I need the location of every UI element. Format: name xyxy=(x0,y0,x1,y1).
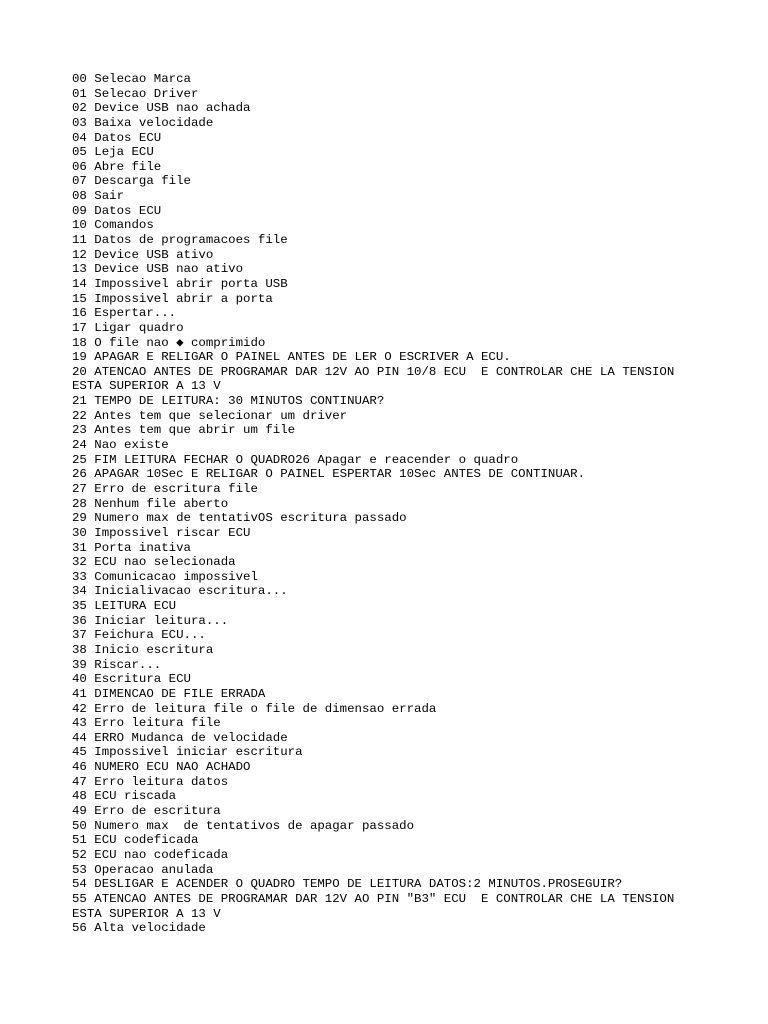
text-line: 39 Riscar... xyxy=(72,657,162,672)
text-line: 27 Erro de escritura file xyxy=(72,481,258,496)
text-line: 15 Impossivel abrir a porta xyxy=(72,291,273,306)
text-line: 33 Comunicacao impossivel xyxy=(72,569,258,584)
text-line: 04 Datos ECU xyxy=(72,130,162,145)
text-line: 50 Numero max de tentativos de apagar passado xyxy=(72,818,415,833)
text-line: 51 ECU codeficada xyxy=(72,833,199,848)
text-line: 28 Nenhum file aberto xyxy=(72,496,229,511)
text-line: 34 Inicialivacao escritura... xyxy=(72,584,288,599)
text-line: 55 ATENCAO ANTES DE PROGRAMAR DAR 12V AO PIN "B3" ECU E CONTROLAR CHE LA TENSION xyxy=(72,891,675,906)
text-line: ESTA SUPERIOR A 13 V xyxy=(72,379,221,394)
text-line: 17 Ligar quadro xyxy=(72,320,184,335)
text-line: 00 Selecao Marca xyxy=(72,72,191,86)
text-line: 40 Escritura ECU xyxy=(72,672,191,687)
text-line: 37 Feichura ECU... xyxy=(72,628,206,643)
text-line: 18 O file nao ◆ comprimido xyxy=(72,335,266,350)
text-line: 43 Erro leitura file xyxy=(72,716,221,731)
text-line: 29 Numero max de tentativOS escritura passado xyxy=(72,511,407,526)
text-line: 19 APAGAR E RELIGAR O PAINEL ANTES DE LER O ESCRIVER A ECU. xyxy=(72,350,511,365)
text-line: 52 ECU nao codeficada xyxy=(72,847,229,862)
text-line: 23 Antes tem que abrir um file xyxy=(72,423,296,438)
text-line: 56 Alta velocidade xyxy=(72,921,206,936)
text-line: 13 Device USB nao ativo xyxy=(72,262,244,277)
text-line: ESTA SUPERIOR A 13 V xyxy=(72,906,221,921)
text-line: 36 Iniciar leitura... xyxy=(72,613,229,628)
text-line: 03 Baixa velocidade xyxy=(72,115,214,130)
text-line: 44 ERRO Mudanca de velocidade xyxy=(72,730,288,745)
text-line: 32 ECU nao selecionada xyxy=(72,555,236,570)
text-line: 14 Impossivel abrir porta USB xyxy=(72,276,288,291)
text-line: 49 Erro de escritura xyxy=(72,804,221,819)
text-line: 46 NUMERO ECU NAO ACHADO xyxy=(72,760,251,775)
text-line: 02 Device USB nao achada xyxy=(72,101,251,116)
text-line: 11 Datos de programacoes file xyxy=(72,233,288,248)
text-line: 26 APAGAR 10Sec E RELIGAR O PAINEL ESPERTAR 10Sec ANTES DE CONTINUAR. xyxy=(72,467,586,482)
text-line: 20 ATENCAO ANTES DE PROGRAMAR DAR 12V AO PIN 10/8 ECU E CONTROLAR CHE LA TENSION xyxy=(72,364,675,379)
text-line: 38 Inicio escritura xyxy=(72,642,214,657)
document-body xyxy=(72,72,752,936)
text-line: 22 Antes tem que selecionar um driver xyxy=(72,408,348,423)
text-line: 10 Comandos xyxy=(72,218,154,233)
text-line: 06 Abre file xyxy=(72,159,162,174)
text-line: 30 Impossivel riscar ECU xyxy=(72,525,251,540)
text-line: 41 DIMENCAO DE FILE ERRADA xyxy=(72,686,266,701)
text-line: 53 Operacao anulada xyxy=(72,862,214,877)
text-line: 05 Leja ECU xyxy=(72,145,154,160)
text-line: 21 TEMPO DE LEITURA: 30 MINUTOS CONTINUAR? xyxy=(72,394,385,409)
text-line: 16 Espertar... xyxy=(72,306,177,321)
text-line: 08 Sair xyxy=(72,189,125,204)
text-line: 42 Erro de leitura file o file de dimensao errada xyxy=(72,701,437,716)
text-line: 45 Impossivel iniciar escritura xyxy=(72,745,303,760)
text-line: 48 ECU riscada xyxy=(72,789,177,804)
text-line: 07 Descarga file xyxy=(72,174,191,189)
text-line: 01 Selecao Driver xyxy=(72,86,199,101)
text-line: 35 LEITURA ECU xyxy=(72,599,177,614)
text-line: 47 Erro leitura datos xyxy=(72,774,229,789)
text-line: 12 Device USB ativo xyxy=(72,247,214,262)
text-line: 31 Porta inativa xyxy=(72,540,191,555)
text-line: 25 FIM LEITURA FECHAR O QUADRO26 Apagar e reacender o quadro xyxy=(72,452,519,467)
text-line: 09 Datos ECU xyxy=(72,203,162,218)
text-line: 54 DESLIGAR E ACENDER O QUADRO TEMPO DE LEITURA DATOS:2 MINUTOS.PROSEGUIR? xyxy=(72,877,623,892)
text-line: 24 Nao existe xyxy=(72,438,169,453)
